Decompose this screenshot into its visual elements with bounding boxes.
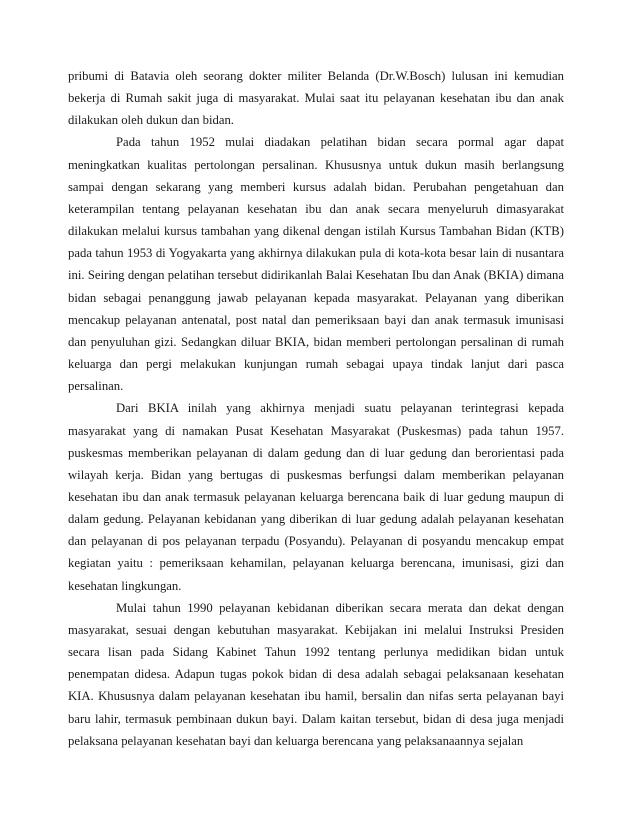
paragraph-bidan-desa-1990: Mulai tahun 1990 pelayanan kebidanan diberikan secara merata dan dekat dengan masyarakat, sesuai dengan kebutuhan masyarakat. Kebijakan ini melalui Instruksi Presiden secara lisan pada Sidang Kabinet Tahun 1992 tentang perlunya medidikan bidan untuk penempatan didesa. Adapun tugas pokok bidan di desa adalah sebagai pelaksanaan kesehatan KIA. Khususnya dalam pelayanan kesehatan ibu hamil, bersalin dan nifas serta pelayanan bayi baru lahir, termasuk pembinaan dukun bayi. Dalam kaitan tersebut, bidan di desa juga menjadi pelaksana pelayanan kesehatan bayi dan keluarga berencana yang pelaksanaannya sejalan [68, 600, 564, 748]
document-body [68, 65, 564, 752]
paragraph-bidan-training-1952: Pada tahun 1952 mulai diadakan pelatihan bidan secara pormal agar dapat meningkatkan kualitas pertolongan persalinan. Khususnya untuk dukun masih berlangsung sampai dengan sekarang yang memberi kursus adalah bidan. Perubahan pengetahuan dan keterampilan tentang pelayanan kesehatan ibu dan anak secara menyeluruh dimasyarakat dilakukan melalui kursus tambahan yang dikenal dengan istilah Kursus Tambahan Bidan (KTB) pada tahun 1953 di Yogyakarta yang akhirnya dilakukan pula di kota-kota besar lain di nusantara ini. Seiring dengan pelatihan tersebut didirikanlah Balai Kesehatan Ibu dan Anak (BKIA) dimana bidan sebagai penanggung jawab pelayanan kepada masyarakat. Pelayanan yang diberikan mencakup pelayanan antenatal, post natal dan pemeriksaan bayi dan anak termasuk imunisasi dan penyuluhan gizi. Sedangkan diluar BKIA, bidan memberi pertolongan persalinan di rumah keluarga dan pergi melakukan kunjungan rumah sebagai upaya tindak lanjut dari pasca persalinan. [68, 135, 564, 394]
paragraph-continuation: pribumi di Batavia oleh seorang dokter militer Belanda (Dr.W.Bosch) lulusan ini kemudian bekerja di Rumah sakit juga di masyarakat. Mulai saat itu pelayanan kesehatan ibu dan anak dilakukan oleh dukun dan bidan. [68, 69, 564, 128]
paragraph-puskesmas-1957: Dari BKIA inilah yang akhirnya menjadi suatu pelayanan terintegrasi kepada masyarakat yang di namakan Pusat Kesehatan Masyarakat (Puskesmas) pada tahun 1957. puskesmas memberikan pelayanan di dalam gedung dan di luar gedung dan berorientasi pada wilayah kerja. Bidan yang bertugas di puskesmas berfungsi dalam memberikan pelayanan kesehatan ibu dan anak termasuk pelayanan keluarga berencana baik di luar gedung maupun di dalam gedung. Pelayanan kebidanan yang diberikan di luar gedung adalah pelayanan kesehatan dan pelayanan di pos pelayanan terpadu (Posyandu). Pelayanan di posyandu mencakup empat kegiatan yaitu : pemeriksaan kehamilan, pelayanan keluarga berencana, imunisasi, gizi dan kesehatan lingkungan. [68, 401, 564, 593]
